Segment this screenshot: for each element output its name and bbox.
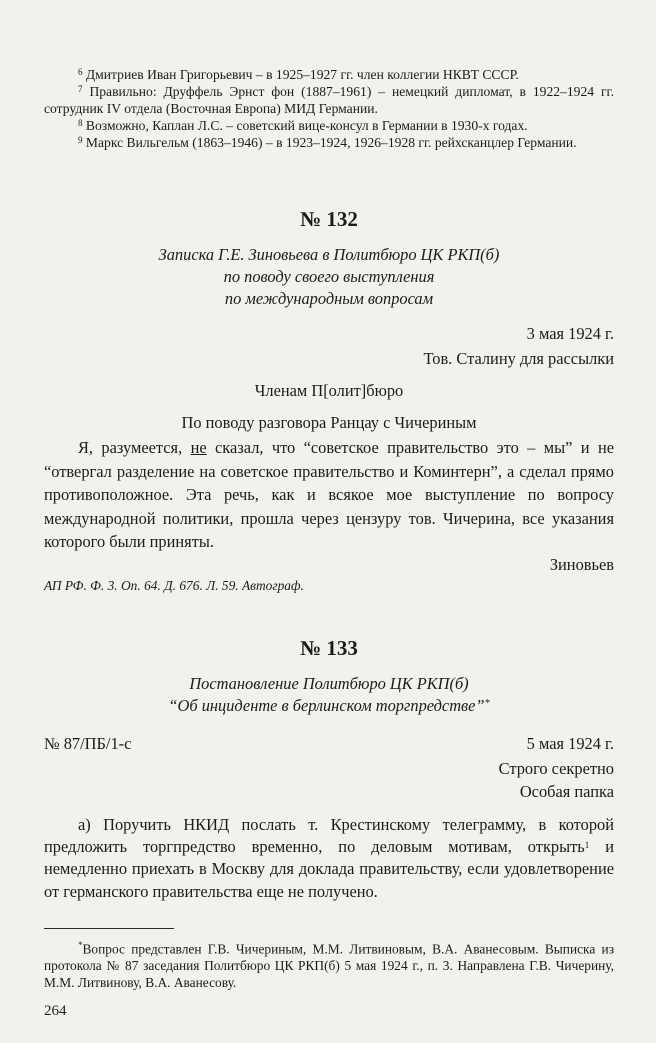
footnote-divider <box>44 928 174 929</box>
doc133-footnote: *Вопрос представлен Г.В. Чичериным, М.М. Литвиновым, В.А. Аванесовым. Выписка из протокола № 87 заседания Политбюро ЦК РКП(б) 5 мая 1924 г., п. 3. Направлена Г.В. Чичерину, М.М. Литвинову, В.А. Аванесову. <box>44 940 614 991</box>
doc132-recipients: Членам П[олит]бюро <box>254 381 404 400</box>
doc132-title-line-2: по поводу своего выступления <box>223 267 435 286</box>
doc133-title-line-2: “Об инциденте в берлинском торгпредстве”* <box>168 696 490 715</box>
page-number: 264 <box>44 1003 67 1019</box>
doc133-protocol: № 87/ПБ/1-с <box>44 734 132 753</box>
doc132-title-line-1: Записка Г.Е. Зиновьева в Политбюро ЦК РКП(б) <box>158 245 500 264</box>
doc132-date: 3 мая 1924 г. <box>526 324 614 343</box>
footnote-6: $^6$ Дмитриев Иван Григорьевич – в 1925–1927 гг. член коллегии НКВТ СССР. <box>78 67 519 82</box>
doc132-body: Я, разумеется, не сказал, что “советское правительство это – мы” и не “отвергал разделение на советское правительство и Коминтерн”, а сделал прямо противоположное. Эта речь, как и всякое мое выступление по вопросу международной политики, прошла через цензуру тов. Чичерина, все указания которого были приняты. <box>44 438 614 552</box>
doc133-title-line-1: Постановление Политбюро ЦК РКП(б) <box>189 674 469 693</box>
underlined-not: не <box>190 438 207 457</box>
doc133-number: № 133 <box>300 636 358 660</box>
doc133-folder: Особая папка <box>519 782 614 801</box>
doc132-title <box>44 244 614 310</box>
doc133-body: а) Поручить НКИД послать т. Крестинскому телеграмму, в которой предложить торгпредство временно, по деловым мотивам, открыть$^1$ и немедленно приехать в Москву для доклада правительству, если удовлетворение от германского правительства еще не получено. <box>44 815 614 901</box>
doc132-signature: Зиновьев <box>549 555 614 574</box>
doc133-title <box>44 673 614 717</box>
doc133-date: 5 мая 1924 г. <box>526 734 614 753</box>
footnote-8: $^8$ Возможно, Каплан Л.С. – советский вице-консул в Германии в 1930-х годах. <box>78 118 528 133</box>
doc132-number: № 132 <box>300 207 358 231</box>
doc132-subject: По поводу разговора Ранцау с Чичериным <box>181 413 477 432</box>
footnote-9: $^9$ Маркс Вильгельм (1863–1946) – в 1923–1924, 1926–1928 гг. рейхсканцлер Германии. <box>78 135 577 150</box>
footnote-7: $^7$ Правильно: Друффель Эрнст фон (1887–1961) – немецкий дипломат, в 1922–1924 гг. сотрудник IV отдела (Восточная Европа) МИД Германии. <box>44 84 614 116</box>
doc132-title-line-3: по международным вопросам <box>224 289 434 308</box>
doc132-addressee: Тов. Сталину для рассылки <box>423 349 614 368</box>
doc132-source: АП РФ. Ф. 3. Оп. 64. Д. 676. Л. 59. Автограф. <box>44 578 304 593</box>
top-footnotes <box>44 66 614 151</box>
doc133-secrecy: Строго секретно <box>498 759 614 778</box>
